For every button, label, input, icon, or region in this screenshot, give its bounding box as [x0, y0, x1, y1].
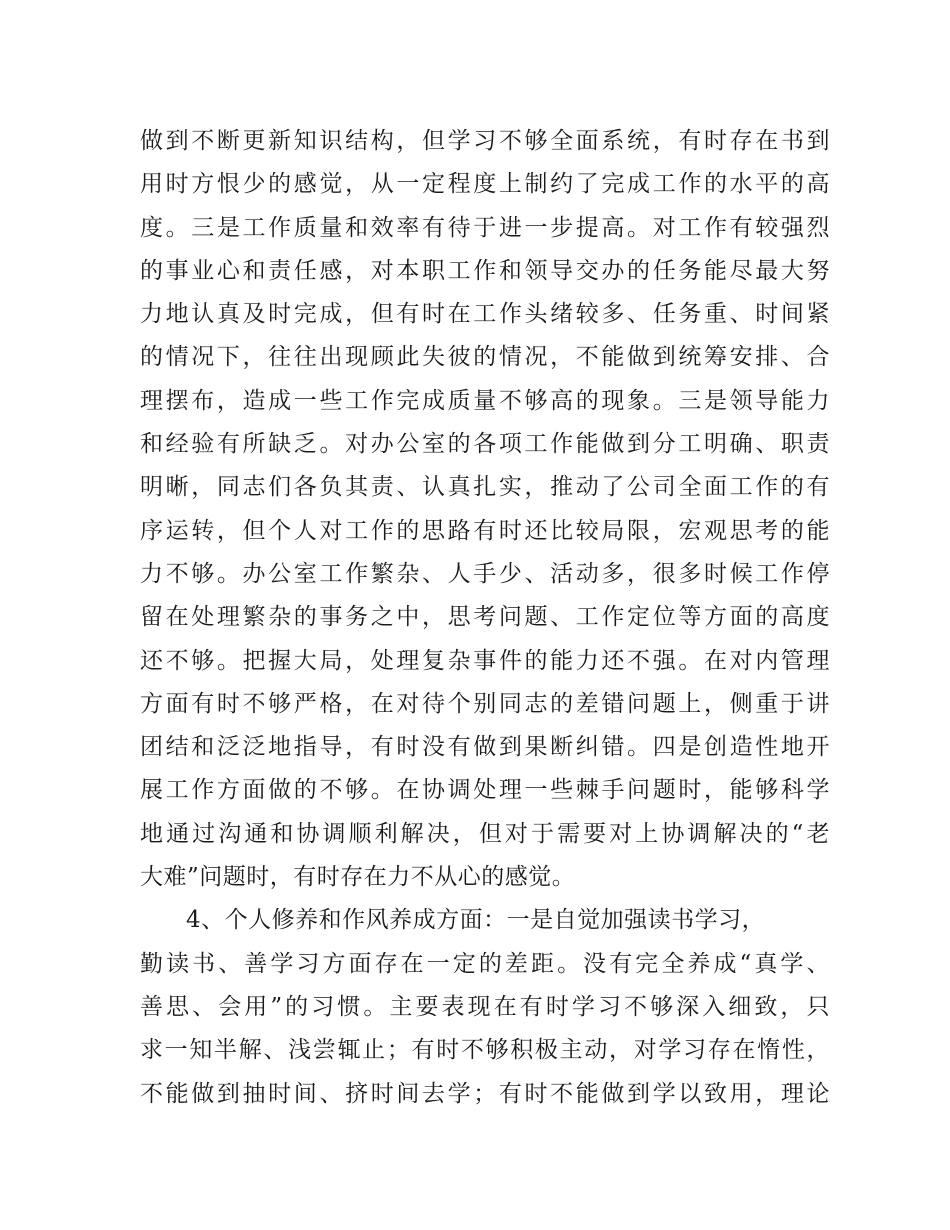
text-line: 力不够。办公室工作繁杂、人手少、活动多，很多时候工作停 [140, 560, 830, 587]
text-line: 还不够。把握大局，处理复杂事件的能力还不强。在对内管理 [140, 647, 830, 674]
text-line: 展工作方面做的不够。在协调处理一些棘手问题时，能够科学 [140, 777, 830, 804]
text-line: 度。三是工作质量和效率有待于进一步提高。对工作有较强烈 [140, 214, 830, 241]
text-line: 方面有时不够严格，在对待个别同志的差错问题上，侧重于讲 [140, 690, 830, 717]
text-line: 勤读书、善学习方面存在一定的差距。没有完全养成“真学、 [140, 950, 830, 977]
text-line: 序运转，但个人对工作的思路有时还比较局限，宏观思考的能 [140, 517, 830, 544]
text-line: 不能做到抽时间、挤时间去学；有时不能做到学以致用，理论 [140, 1080, 830, 1107]
body-text [140, 120, 830, 1116]
text-line: 明晰，同志们各负其责、认真扎实，推动了公司全面工作的有 [140, 474, 830, 501]
text-line: 和经验有所缺乏。对办公室的各项工作能做到分工明确、职责 [140, 431, 830, 458]
text-line: 求一知半解、浅尝辄止；有时不够积极主动，对学习存在惰性， [140, 1037, 830, 1064]
text-line: 的情况下，往往出现顾此失彼的情况，不能做到统筹安排、合 [140, 344, 830, 371]
text-line: 团结和泛泛地指导，有时没有做到果断纠错。四是创造性地开 [140, 734, 830, 761]
text-line: 善思、会用”的习惯。主要表现在有时学习不够深入细致，只 [140, 993, 830, 1020]
text-line: 做到不断更新知识结构，但学习不够全面系统，有时存在书到 [140, 128, 830, 154]
text-line: 的事业心和责任感，对本职工作和领导交办的任务能尽最大努 [140, 257, 830, 284]
section-heading-line: 4、个人修养和作风养成方面：一是自觉加强读书学习， [186, 907, 766, 934]
text-line: 地通过沟通和协调顺利解决，但对于需要对上协调解决的“老 [140, 820, 830, 847]
text-line: 大难”问题时，有时存在力不从心的感觉。 [140, 864, 576, 891]
text-line: 用时方恨少的感觉，从一定程度上制约了完成工作的水平的高 [140, 171, 830, 198]
text-line: 力地认真及时完成，但有时在工作头绪较多、任务重、时间紧 [140, 301, 830, 328]
text-line: 理摆布，造成一些工作完成质量不够高的现象。三是领导能力 [140, 387, 830, 414]
text-line: 留在处理繁杂的事务之中，思考问题、工作定位等方面的高度 [140, 604, 830, 631]
